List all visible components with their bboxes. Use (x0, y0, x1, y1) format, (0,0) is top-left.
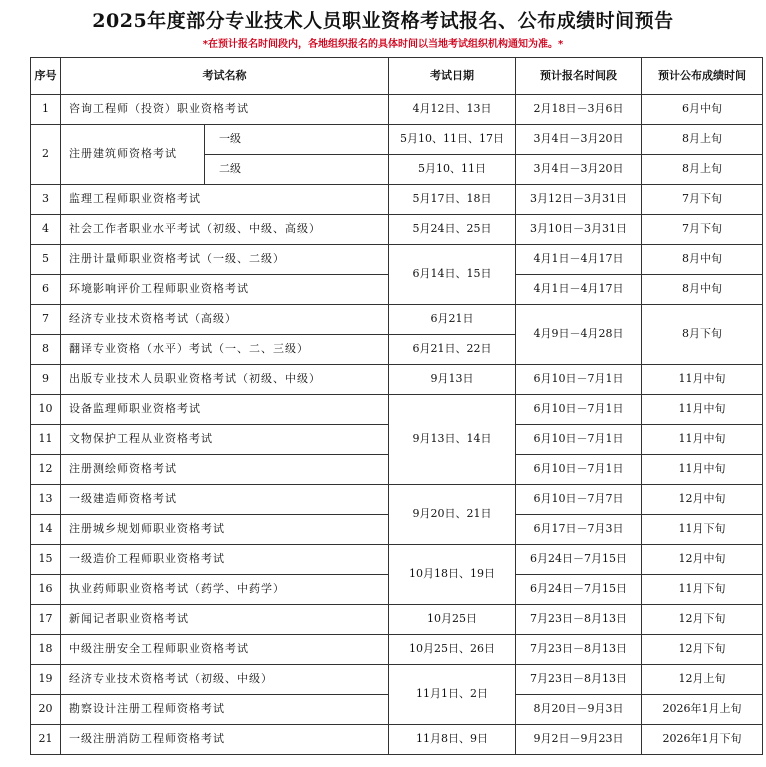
exam-name: 社会工作者职业水平考试（初级、中级、高级） (61, 215, 389, 245)
header-no: 序号 (31, 58, 61, 95)
registration-period: 7月23日－8月13日 (516, 605, 642, 635)
row-no: 5 (31, 245, 61, 275)
score-release: 8月中旬 (642, 245, 763, 275)
score-release: 8月中旬 (642, 275, 763, 305)
exam-date: 5月10、11日、17日 (389, 125, 516, 155)
registration-period: 6月10日－7月1日 (516, 455, 642, 485)
score-release: 7月下旬 (642, 215, 763, 245)
exam-date: 10月25日、26日 (389, 635, 516, 665)
exam-name: 中级注册安全工程师职业资格考试 (61, 635, 389, 665)
page-title: 2025年度部分专业技术人员职业资格考试报名、公布成绩时间预告 (92, 10, 674, 32)
row-no: 17 (31, 605, 61, 635)
registration-period: 4月9日－4月28日 (516, 305, 642, 365)
exam-name: 环境影响评价工程师职业资格考试 (61, 275, 389, 305)
exam-date: 9月20日、21日 (389, 485, 516, 545)
registration-period: 3月4日－3月20日 (516, 155, 642, 185)
registration-period: 7月23日－8月13日 (516, 665, 642, 695)
exam-date: 5月17日、18日 (389, 185, 516, 215)
row-no: 7 (31, 305, 61, 335)
registration-period: 6月10日－7月1日 (516, 395, 642, 425)
table-row (31, 725, 763, 755)
score-release: 12月中旬 (642, 545, 763, 575)
row-no: 13 (31, 485, 61, 515)
registration-period: 6月10日－7月7日 (516, 485, 642, 515)
row-no: 20 (31, 695, 61, 725)
score-release: 11月中旬 (642, 425, 763, 455)
registration-period: 4月1日－4月17日 (516, 245, 642, 275)
row-no: 18 (31, 635, 61, 665)
registration-period: 3月4日－3月20日 (516, 125, 642, 155)
exam-name: 设备监理师职业资格考试 (61, 395, 389, 425)
exam-date: 5月10、11日 (389, 155, 516, 185)
exam-name: 注册城乡规划师职业资格考试 (61, 515, 389, 545)
table-row (31, 665, 763, 695)
score-release: 7月下旬 (642, 185, 763, 215)
row-no: 19 (31, 665, 61, 695)
exam-date: 6月14日、15日 (389, 245, 516, 305)
table-row (31, 485, 763, 515)
row-no: 1 (31, 95, 61, 125)
row-no: 8 (31, 335, 61, 365)
exam-date: 9月13日 (389, 365, 516, 395)
row-no: 4 (31, 215, 61, 245)
exam-name: 注册建筑师资格考试 (61, 125, 205, 185)
registration-period: 6月24日－7月15日 (516, 575, 642, 605)
row-no: 3 (31, 185, 61, 215)
exam-name: 一级注册消防工程师资格考试 (61, 725, 389, 755)
exam-name: 咨询工程师（投资）职业资格考试 (61, 95, 389, 125)
exam-date: 6月21日 (389, 305, 516, 335)
table-row (31, 365, 763, 395)
exam-name: 文物保护工程从业资格考试 (61, 425, 389, 455)
table-row (31, 305, 763, 335)
row-no: 2 (31, 125, 61, 185)
registration-note: *在预计报名时间段内，各地组织报名的具体时间以当地考试组织机构通知为准。* (202, 39, 564, 50)
exam-date: 9月13日、14日 (389, 395, 516, 485)
table-row (31, 215, 763, 245)
table-row (31, 605, 763, 635)
header-exam-name: 考试名称 (61, 58, 389, 95)
exam-name: 翻译专业资格（水平）考试（一、二、三级） (61, 335, 389, 365)
score-release: 8月上旬 (642, 155, 763, 185)
exam-name: 注册测绘师资格考试 (61, 455, 389, 485)
registration-period: 6月10日－7月1日 (516, 425, 642, 455)
row-no: 10 (31, 395, 61, 425)
exam-level: 一级 (205, 125, 389, 155)
registration-period: 3月10日－3月31日 (516, 215, 642, 245)
exam-name: 出版专业技术人员职业资格考试（初级、中级） (61, 365, 389, 395)
registration-period: 3月12日－3月31日 (516, 185, 642, 215)
registration-period: 6月17日－7月3日 (516, 515, 642, 545)
exam-name: 一级造价工程师职业资格考试 (61, 545, 389, 575)
exam-name: 经济专业技术资格考试（初级、中级） (61, 665, 389, 695)
header-score-release: 预计公布成绩时间 (642, 58, 763, 95)
header-exam-date: 考试日期 (389, 58, 516, 95)
header-registration-period: 预计报名时间段 (516, 58, 642, 95)
exam-schedule-table (30, 57, 763, 755)
exam-date: 11月8日、9日 (389, 725, 516, 755)
exam-date: 4月12日、13日 (389, 95, 516, 125)
score-release: 11月中旬 (642, 395, 763, 425)
table-row (31, 185, 763, 215)
row-no: 21 (31, 725, 61, 755)
exam-level: 二级 (205, 155, 389, 185)
row-no: 14 (31, 515, 61, 545)
exam-date: 5月24日、25日 (389, 215, 516, 245)
score-release: 11月下旬 (642, 515, 763, 545)
registration-period: 9月2日－9月23日 (516, 725, 642, 755)
exam-name: 经济专业技术资格考试（高级） (61, 305, 389, 335)
score-release: 2026年1月下旬 (642, 725, 763, 755)
exam-date: 11月1日、2日 (389, 665, 516, 725)
score-release: 12月中旬 (642, 485, 763, 515)
exam-name: 执业药师职业资格考试（药学、中药学） (61, 575, 389, 605)
table-row (31, 245, 763, 275)
row-no: 12 (31, 455, 61, 485)
exam-name: 监理工程师职业资格考试 (61, 185, 389, 215)
table-row (31, 125, 763, 155)
registration-period: 2月18日－3月6日 (516, 95, 642, 125)
row-no: 15 (31, 545, 61, 575)
row-no: 9 (31, 365, 61, 395)
score-release: 8月上旬 (642, 125, 763, 155)
score-release: 12月下旬 (642, 605, 763, 635)
score-release: 11月中旬 (642, 455, 763, 485)
table-row (31, 95, 763, 125)
registration-period: 8月20日－9月3日 (516, 695, 642, 725)
row-no: 6 (31, 275, 61, 305)
exam-date: 6月21日、22日 (389, 335, 516, 365)
score-release: 12月上旬 (642, 665, 763, 695)
score-release: 2026年1月上旬 (642, 695, 763, 725)
score-release: 11月中旬 (642, 365, 763, 395)
exam-name: 一级建造师资格考试 (61, 485, 389, 515)
score-release: 8月下旬 (642, 305, 763, 365)
row-no: 16 (31, 575, 61, 605)
score-release: 6月中旬 (642, 95, 763, 125)
table-row (31, 635, 763, 665)
exam-name: 注册计量师职业资格考试（一级、二级） (61, 245, 389, 275)
exam-name: 新闻记者职业资格考试 (61, 605, 389, 635)
registration-period: 7月23日－8月13日 (516, 635, 642, 665)
row-no: 11 (31, 425, 61, 455)
header-row (31, 58, 763, 95)
exam-date: 10月25日 (389, 605, 516, 635)
score-release: 12月下旬 (642, 635, 763, 665)
registration-period: 4月1日－4月17日 (516, 275, 642, 305)
exam-name: 勘察设计注册工程师资格考试 (61, 695, 389, 725)
registration-period: 6月10日－7月1日 (516, 365, 642, 395)
table-row (31, 545, 763, 575)
score-release: 11月下旬 (642, 575, 763, 605)
table-row (31, 395, 763, 425)
registration-period: 6月24日－7月15日 (516, 545, 642, 575)
exam-date: 10月18日、19日 (389, 545, 516, 605)
